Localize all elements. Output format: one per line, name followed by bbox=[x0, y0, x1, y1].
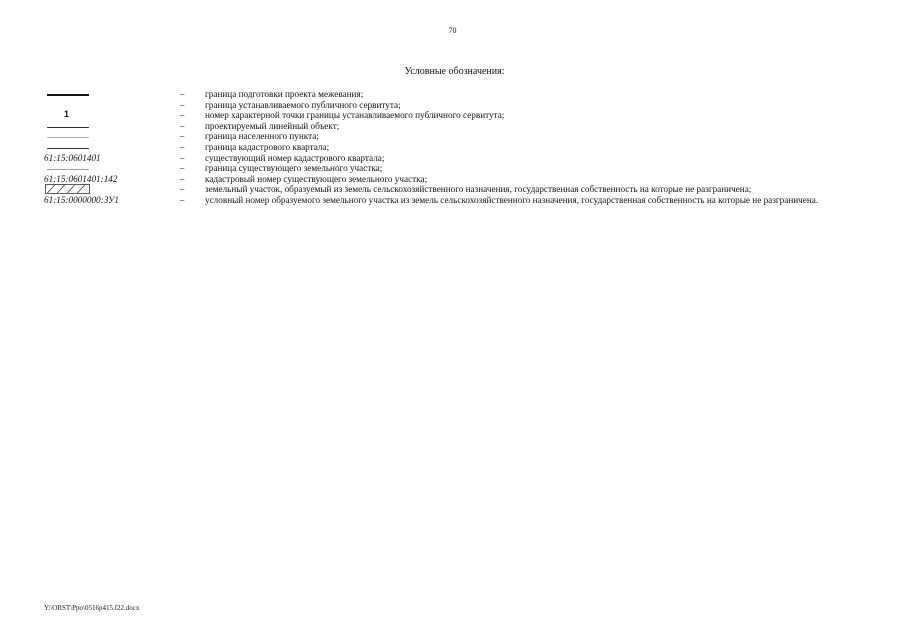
legend-description: проектируемый линейный объект; bbox=[205, 120, 340, 131]
legend-description: номер характерной точки границы устанавливаемого публичного сервитута; bbox=[205, 110, 505, 121]
legend-dash: – bbox=[179, 194, 185, 205]
legend-symbol bbox=[40, 163, 159, 174]
legend-symbol bbox=[40, 184, 159, 195]
legend-dash: – bbox=[179, 141, 185, 152]
legend-row bbox=[40, 142, 840, 153]
legend-description: условный номер образуемого земельного участка из земель сельскохозяйственного назначения, государственная собственность на которые не разграничена. bbox=[205, 194, 819, 205]
legend-row bbox=[40, 110, 840, 121]
legend-row bbox=[40, 174, 840, 185]
legend-dash: – bbox=[179, 99, 185, 110]
file-path-footer: Y:\ORST\Ppo\0516p415.f22.docx bbox=[44, 604, 140, 612]
legend-dash: – bbox=[179, 184, 185, 195]
thick-line-symbol bbox=[47, 94, 89, 96]
legend-symbol bbox=[40, 110, 159, 121]
legend-symbol bbox=[40, 174, 159, 185]
legend-list bbox=[40, 89, 840, 206]
legend-symbol bbox=[40, 195, 159, 206]
legend-description: граница кадастрового квартала; bbox=[205, 141, 330, 152]
page-number: 70 bbox=[448, 26, 457, 35]
legend-description: земельный участок, образуемый из земель сельскохозяйственного назначения, государственная собственность на которые не разграничена; bbox=[205, 184, 752, 195]
line-symbol bbox=[47, 148, 89, 149]
legend-row bbox=[40, 100, 840, 111]
legend-dash: – bbox=[179, 163, 185, 174]
legend-description: граница подготовки проекта межевания; bbox=[205, 89, 364, 99]
legend-symbol bbox=[40, 153, 159, 164]
legend-symbol bbox=[40, 89, 159, 100]
legend-dash: – bbox=[179, 110, 185, 121]
legend-row bbox=[40, 184, 840, 195]
legend-symbol bbox=[40, 100, 159, 111]
legend-symbol bbox=[40, 131, 159, 142]
cadastral-number-label: 61:15:0601401:142 bbox=[44, 173, 118, 184]
cadastral-number-label: 61:15:0601401 bbox=[44, 152, 101, 163]
legend-description: кадастровый номер существующего земельного участка; bbox=[205, 173, 428, 184]
legend-symbol bbox=[40, 121, 159, 132]
legend-dash: – bbox=[179, 131, 185, 142]
legend-description: граница населенного пункта; bbox=[205, 131, 319, 142]
line-symbol bbox=[47, 127, 89, 128]
legend-title: Условные обозначения: bbox=[404, 66, 505, 77]
legend-row bbox=[40, 121, 840, 132]
legend-description: существующий номер кадастрового квартала; bbox=[205, 152, 385, 163]
legend-symbol bbox=[40, 142, 159, 153]
legend-dash: – bbox=[179, 173, 185, 184]
legend-dash: – bbox=[179, 120, 185, 131]
hatch-box-symbol bbox=[45, 184, 91, 194]
legend-row bbox=[40, 153, 840, 164]
legend-description: граница устанавливаемого публичного сервитута; bbox=[205, 99, 401, 110]
cadastral-number-label: 61:15:0000000:ЗУ1 bbox=[44, 194, 119, 205]
legend-description: граница существующего земельного участка; bbox=[205, 163, 383, 174]
legend-row bbox=[40, 195, 840, 206]
legend-row bbox=[40, 89, 840, 100]
legend-row bbox=[40, 131, 840, 142]
thin-gray-line-symbol bbox=[47, 137, 89, 138]
thin-gray-line-symbol bbox=[47, 169, 89, 170]
legend-dash: – bbox=[179, 152, 185, 163]
point-number-mark: 1 bbox=[64, 109, 70, 120]
legend-dash: – bbox=[179, 89, 185, 99]
legend-row bbox=[40, 163, 840, 174]
